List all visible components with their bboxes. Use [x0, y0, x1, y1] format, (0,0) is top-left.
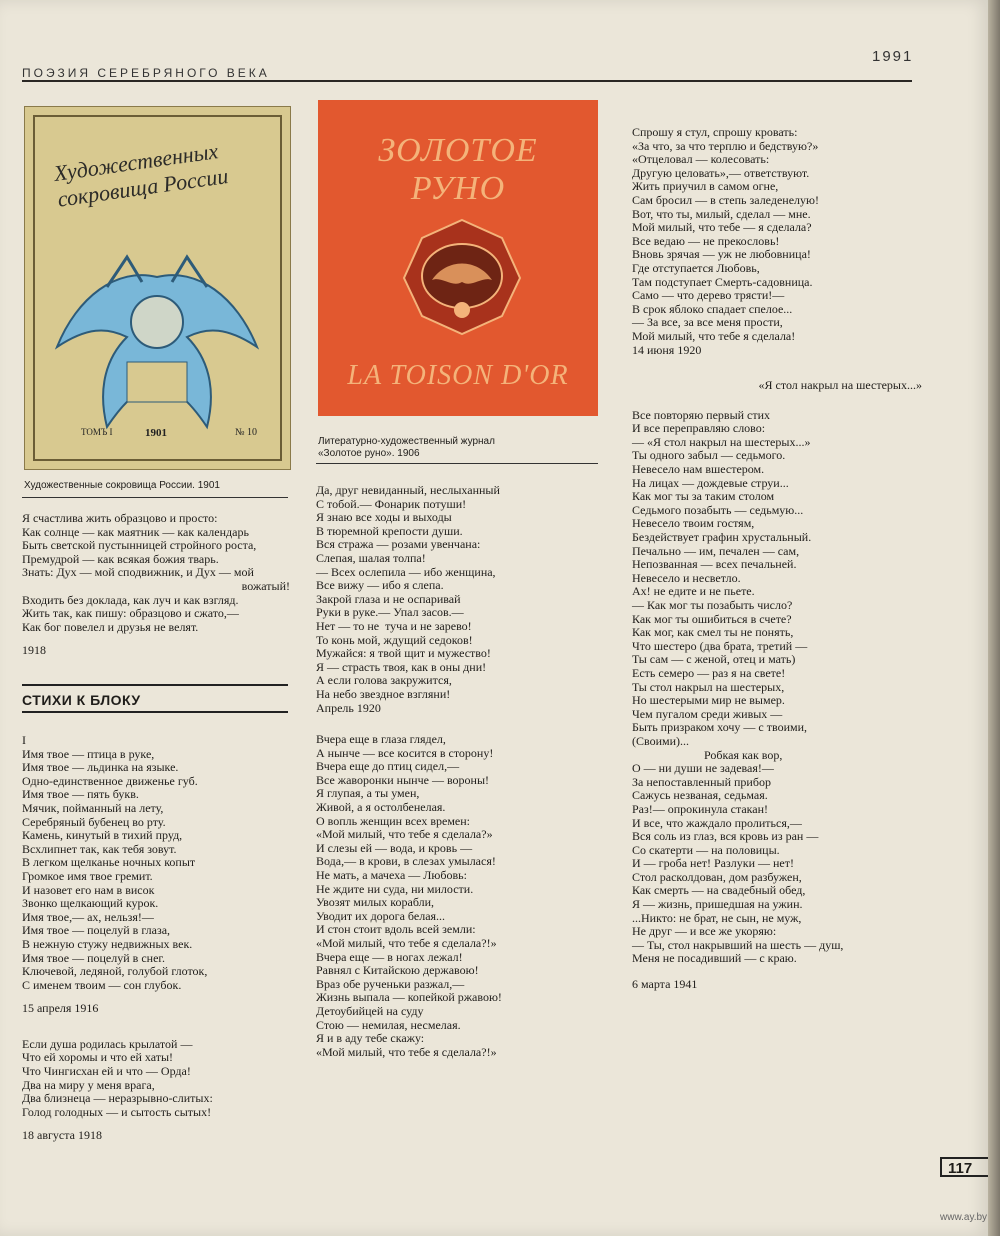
poem-line: Имя твое — поцелуй в глаза, — [22, 923, 171, 938]
poem-line: За непоставленный прибор — [632, 774, 771, 789]
poem-date: 1918 — [22, 643, 46, 658]
page-number: 117 — [940, 1157, 1000, 1177]
poem-line: Не друг — и все же укоряю: — [632, 924, 777, 939]
poem-line: Если душа родилась крылатой — — [22, 1036, 193, 1051]
poem-line: Ах! не едите и не пьете. — [632, 584, 755, 599]
poem-line: (Своими)... — [632, 733, 690, 748]
poem-line: Как бог повелел и друзья не велят. — [22, 619, 199, 634]
poem-line: Имя твое — поцелуй в снег. — [22, 950, 165, 965]
cover-image-zolotoe-runo — [318, 100, 598, 416]
poem-line: Знать: Дух — мой сподвижник, и Дух — мой — [22, 565, 254, 580]
poem-line: Вчера еще в глаза глядел, — [316, 732, 446, 747]
column-2 — [316, 484, 598, 1059]
poem-line: И все, что жаждало пролиться,— — [632, 815, 802, 830]
poem-numeral: I — [22, 733, 26, 747]
poem-line: Имя твое,— ах, нельзя!— — [22, 909, 154, 924]
poem-line: Слепая, шалая толпа! — [316, 550, 426, 565]
poem-line: Есть семеро — раз я на свете! — [632, 665, 786, 680]
poem-line: О вопль женщин всех времен: — [316, 813, 471, 828]
page-edge — [988, 0, 1000, 1236]
poem-line: Все вижу — ибо я слепа. — [316, 578, 444, 593]
poem-line: То конь мой, ждущий седоков! — [316, 632, 473, 647]
column-1-top — [22, 512, 290, 658]
poem-line: Чем пугалом среди живых — — [632, 706, 783, 721]
poem-line: Ты одного забыл — седьмого. — [632, 448, 786, 463]
cover1-caption: Художественные сокровища России. 1901 — [24, 480, 220, 491]
poem-line: Вновь зрячая — уж не любовница! — [632, 247, 811, 262]
poem-line: Как мог ты за таким столом — [632, 489, 775, 504]
poem-line: Как мог ты ошибиться в счете? — [632, 611, 792, 626]
poem-line: Что Чингисхан ей и что — Орда! — [22, 1064, 191, 1079]
poem-line: Серебряный бубенец во рту. — [22, 814, 166, 829]
poem-date: 15 апреля 1916 — [22, 1001, 99, 1016]
poem-line: ...Никто: не брат, не сын, не муж, — [632, 910, 802, 925]
double-headed-eagle-illustration — [47, 237, 267, 437]
header-year: 1991 — [872, 48, 914, 65]
poem-line: Я глупая, а ты умен, — [316, 786, 420, 801]
poem-line: Вся соль из глаз, вся кровь из ран — — [632, 829, 819, 844]
poem-line: — Ты, стол накрывший на шесть — душ, — [632, 937, 844, 952]
poem-line: Я счастлива жить образцово и просто: — [22, 511, 218, 525]
poem-line: Но шестерыми мир не вымер. — [632, 693, 785, 708]
poem-line: Камень, кинутый в тихий пруд, — [22, 828, 183, 843]
cover2-title: ЗОЛОТОЕ РУНО — [378, 132, 538, 207]
poem-line: Спрошу я стул, спрошу кровать: — [632, 125, 798, 139]
poem-line: «За что, за что терплю и бедствую?» — [632, 138, 819, 153]
poem-line: «Мой милый, что тебе я сделала?!» — [316, 936, 497, 950]
poem-line: Вот, что ты, милый, сделал — мне. — [632, 206, 811, 221]
poem-date: Апрель 1920 — [316, 700, 381, 715]
poem-line: Вчера еще до птиц сидел,— — [316, 759, 460, 774]
poem-line: Раз!— опрокинула стакан! — [632, 801, 769, 816]
poem-line: На небо звездное взгляни! — [316, 686, 451, 701]
poem-line: В легком щелканье ночных копыт — [22, 855, 196, 870]
column-1-blok — [22, 734, 290, 1143]
poem-line: Вчера еще — в ногах лежал! — [316, 949, 463, 964]
poem-line: Уводит их дорога белая... — [316, 908, 446, 923]
poem-date: 14 июня 1920 — [632, 342, 702, 357]
poem-line: Имя твое — пять букв. — [22, 787, 139, 802]
poem-line: Ключевой, ледяной, голубой глоток, — [22, 964, 208, 979]
caption-rule — [22, 497, 288, 498]
poem-line: Одно-единственное движенье губ. — [22, 773, 198, 788]
poem-line: Другую целовать»,— ответствуют. — [632, 165, 810, 180]
poem-line: «Отцеловал — колесовать: — [632, 152, 770, 167]
poem-line: Ты сам — с женой, отец и мать) — [632, 652, 796, 667]
watermark: www.ay.by — [940, 1212, 988, 1223]
poem-line: Быть призраком хочу — с твоими, — [632, 720, 808, 735]
poem-line: Голод голодных — и сытость сытых! — [22, 1104, 212, 1119]
poem-line: Невесело твоим гостям, — [632, 516, 755, 531]
poem-line: Жить так, как пишу: образцово и сжато,— — [22, 606, 239, 621]
poem-line: вожатый! — [241, 578, 290, 593]
poem-line: Я знаю все ходы и выходы — [316, 510, 452, 525]
cover-image-khudozhestvennye-sokrovishcha — [24, 106, 291, 470]
poem-line: Имя твое — льдинка на языке. — [22, 760, 179, 775]
poem-line: — Как мог ты позабыть число? — [632, 598, 793, 612]
poem-line: Всхлипнет так, как тебя зовут. — [22, 841, 177, 856]
poem-line: Мячик, пойманный на лету, — [22, 800, 164, 815]
caption-rule — [316, 463, 598, 464]
poem-line: Стою — немилая, несмелая. — [316, 1017, 461, 1032]
cover1-year: 1901 — [145, 427, 167, 439]
poem-line: Два на миру у меня врага, — [22, 1077, 155, 1092]
poem-line: Враз обе рученьки разжал,— — [316, 976, 465, 991]
poem-line: Робкая как вор, — [704, 747, 783, 762]
poem-line: Звонко щелкающий курок. — [22, 896, 159, 911]
poem-line: Не мать, а мачеха — Любовь: — [316, 868, 467, 883]
poem-line: Громкое имя твое гремит. — [22, 868, 153, 883]
section-heading-stikhi-k-bloku: СТИХИ К БЛОКУ — [22, 692, 141, 708]
cover1-number: № 10 — [235, 427, 258, 438]
poem-line: Как мог, как смел ты не понять, — [632, 625, 794, 640]
poem-line: В тюремной крепости души. — [316, 523, 463, 538]
poem-line: Все ведаю — не прекословь! — [632, 233, 780, 248]
poem-line: Детоубийцей на суду — [316, 1003, 424, 1018]
poem-line: Вся стража — розами увенчана: — [316, 537, 481, 552]
cover2-subtitle: LA TOISON D'OR — [347, 360, 569, 391]
header-rule — [22, 80, 912, 82]
poem-line: Непозванная — всех печальней. — [632, 557, 797, 572]
poem-line: Мужайся: я твой щит и мужество! — [316, 646, 491, 661]
poem-line: Печально — им, печален — сам, — [632, 543, 800, 558]
poem-line: С тобой.— Фонарик потуши! — [316, 496, 467, 511]
poem-line: Бездействует графин хрустальный. — [632, 530, 812, 545]
poem-line: Нет — то не туча и не зарево! — [316, 618, 472, 633]
poem-line: Там подступает Смерть-садовница. — [632, 274, 813, 289]
poem-line: Невесело нам вшестером. — [632, 462, 765, 477]
poem-date: 18 августа 1918 — [22, 1128, 102, 1143]
poem-line: Стол расколдован, дом разбужен, — [632, 869, 802, 884]
poem-line: «Мой милый, что тебе я сделала?» — [316, 827, 493, 842]
poem-line: Мой милый, что тебе — я сделала? — [632, 220, 812, 235]
poem-date: 6 марта 1941 — [632, 977, 698, 992]
header-section-title: ПОЭЗИЯ СЕРЕБРЯНОГО ВЕКА — [22, 66, 270, 80]
poem-line: А если голова закружится, — [316, 673, 452, 688]
poem-line: В срок яблоко спадает спелое... — [632, 301, 793, 316]
poem-line: Все жаворонки нынче — вороны! — [316, 772, 490, 787]
poem-line: Седьмого позабыть — седьмую... — [632, 502, 804, 517]
poem-line: «Мой милый, что тебе я сделала?!» — [316, 1044, 497, 1059]
cover2-caption-line1: Литературно-художественный журнал — [318, 436, 495, 447]
section-rule-top — [22, 684, 288, 686]
poem-line: И стон стоит вдоль всей земли: — [316, 922, 476, 937]
poem-line: Два близнеца — неразрывно-слитых: — [22, 1091, 213, 1106]
poem-line: Я и в аду тебе скажу: — [316, 1031, 425, 1046]
poem-line: А нынче — все косится в сторону! — [316, 745, 494, 760]
poem-line: Закрой глаза и не оспаривай — [316, 591, 461, 606]
poem-line: Живой, а я остолбенелая. — [316, 800, 446, 815]
cover1-title: Художественных сокровища России — [52, 138, 230, 212]
poem-line: Премудрой — как всякая божия тварь. — [22, 551, 219, 566]
poem-line: Мой милый, что тебе я сделала! — [632, 328, 796, 343]
poem-line: Руки в руке.— Упал засов.— — [316, 605, 464, 620]
poem-epigraph: «Я стол накрыл на шестерых...» — [758, 378, 922, 393]
poem-line: Увозят милых корабли, — [316, 895, 435, 910]
poem-line: Невесело и несветло. — [632, 570, 741, 585]
poem-line: Быть светской пустынницей стройного роста, — [22, 538, 257, 553]
poem-line: На лицах — дождевые струи... — [632, 475, 789, 490]
section-rule-bottom — [22, 711, 288, 713]
poem-line: Равнял с Китайскою державою! — [316, 963, 479, 978]
cover1-tom: ТОМЪ I — [81, 427, 113, 437]
poem-line: И назовет его нам в висок — [22, 882, 155, 897]
poem-line: Вода,— в крови, в слезах умылася! — [316, 854, 496, 869]
poem-line: С именем твоим — сон глубок. — [22, 977, 182, 992]
poem-line: Жить приучил в самом огне, — [632, 179, 779, 194]
poem-line: — За все, за все меня прости, — [632, 315, 783, 330]
cover2-caption-line2: «Золотое руно». 1906 — [318, 448, 420, 459]
poem-line: И слезы ей — вода, и кровь — — [316, 840, 473, 855]
poem-line: Что шестеро (два брата, третий — — [632, 638, 808, 653]
poem-line: Жизнь выпала — копейкой ржавою! — [316, 990, 502, 1005]
poem-line: Все повторяю первый стих — [632, 407, 771, 422]
poem-line: О — ни души не задевая!— — [632, 761, 774, 776]
poem-line: Имя твое — птица в руке, — [22, 746, 155, 761]
poem-line: Где отступается Любовь, — [632, 260, 760, 275]
poem-line: Не ждите ни суда, ни милости. — [316, 881, 474, 896]
poem-line: Меня не посадивший — с краю. — [632, 951, 797, 966]
poem-line: Входить без доклада, как луч и как взгляд. — [22, 592, 239, 607]
poem-line: Я — жизнь, пришедшая на ужин. — [632, 897, 803, 912]
poem-line: Да, друг невиданный, неслыханный — [316, 483, 500, 497]
poem-line: И — гроба нет! Разлуки — нет! — [632, 856, 794, 871]
poem-line: Сажусь незваная, седьмая. — [632, 788, 768, 803]
golden-fleece-emblem — [402, 218, 522, 336]
poem-line: Ты стол накрыл на шестерых, — [632, 679, 785, 694]
poem-line: Со скатерти — на половицы. — [632, 842, 780, 857]
poem-line: Как солнце — как маятник — как календарь — [22, 524, 249, 539]
poem-line: Что ей хоромы и что ей хаты! — [22, 1050, 174, 1065]
poem-line: — «Я стол накрыл на шестерых...» — [632, 434, 811, 449]
poem-line: Я — страсть твоя, как в оны дни! — [316, 659, 487, 674]
poem-line: Само — что дерево трясти!— — [632, 288, 785, 303]
poem-line: И все переправляю слово: — [632, 421, 766, 436]
poem-line: Сам бросил — в степь заледенелую! — [632, 192, 819, 207]
column-3 — [632, 126, 922, 992]
poem-line: Как смерть — на свадебный обед, — [632, 883, 806, 898]
poem-line: — Всех ослепила — ибо женщина, — [316, 564, 496, 579]
poem-line: В нежную стужу недвижных век. — [22, 936, 193, 951]
